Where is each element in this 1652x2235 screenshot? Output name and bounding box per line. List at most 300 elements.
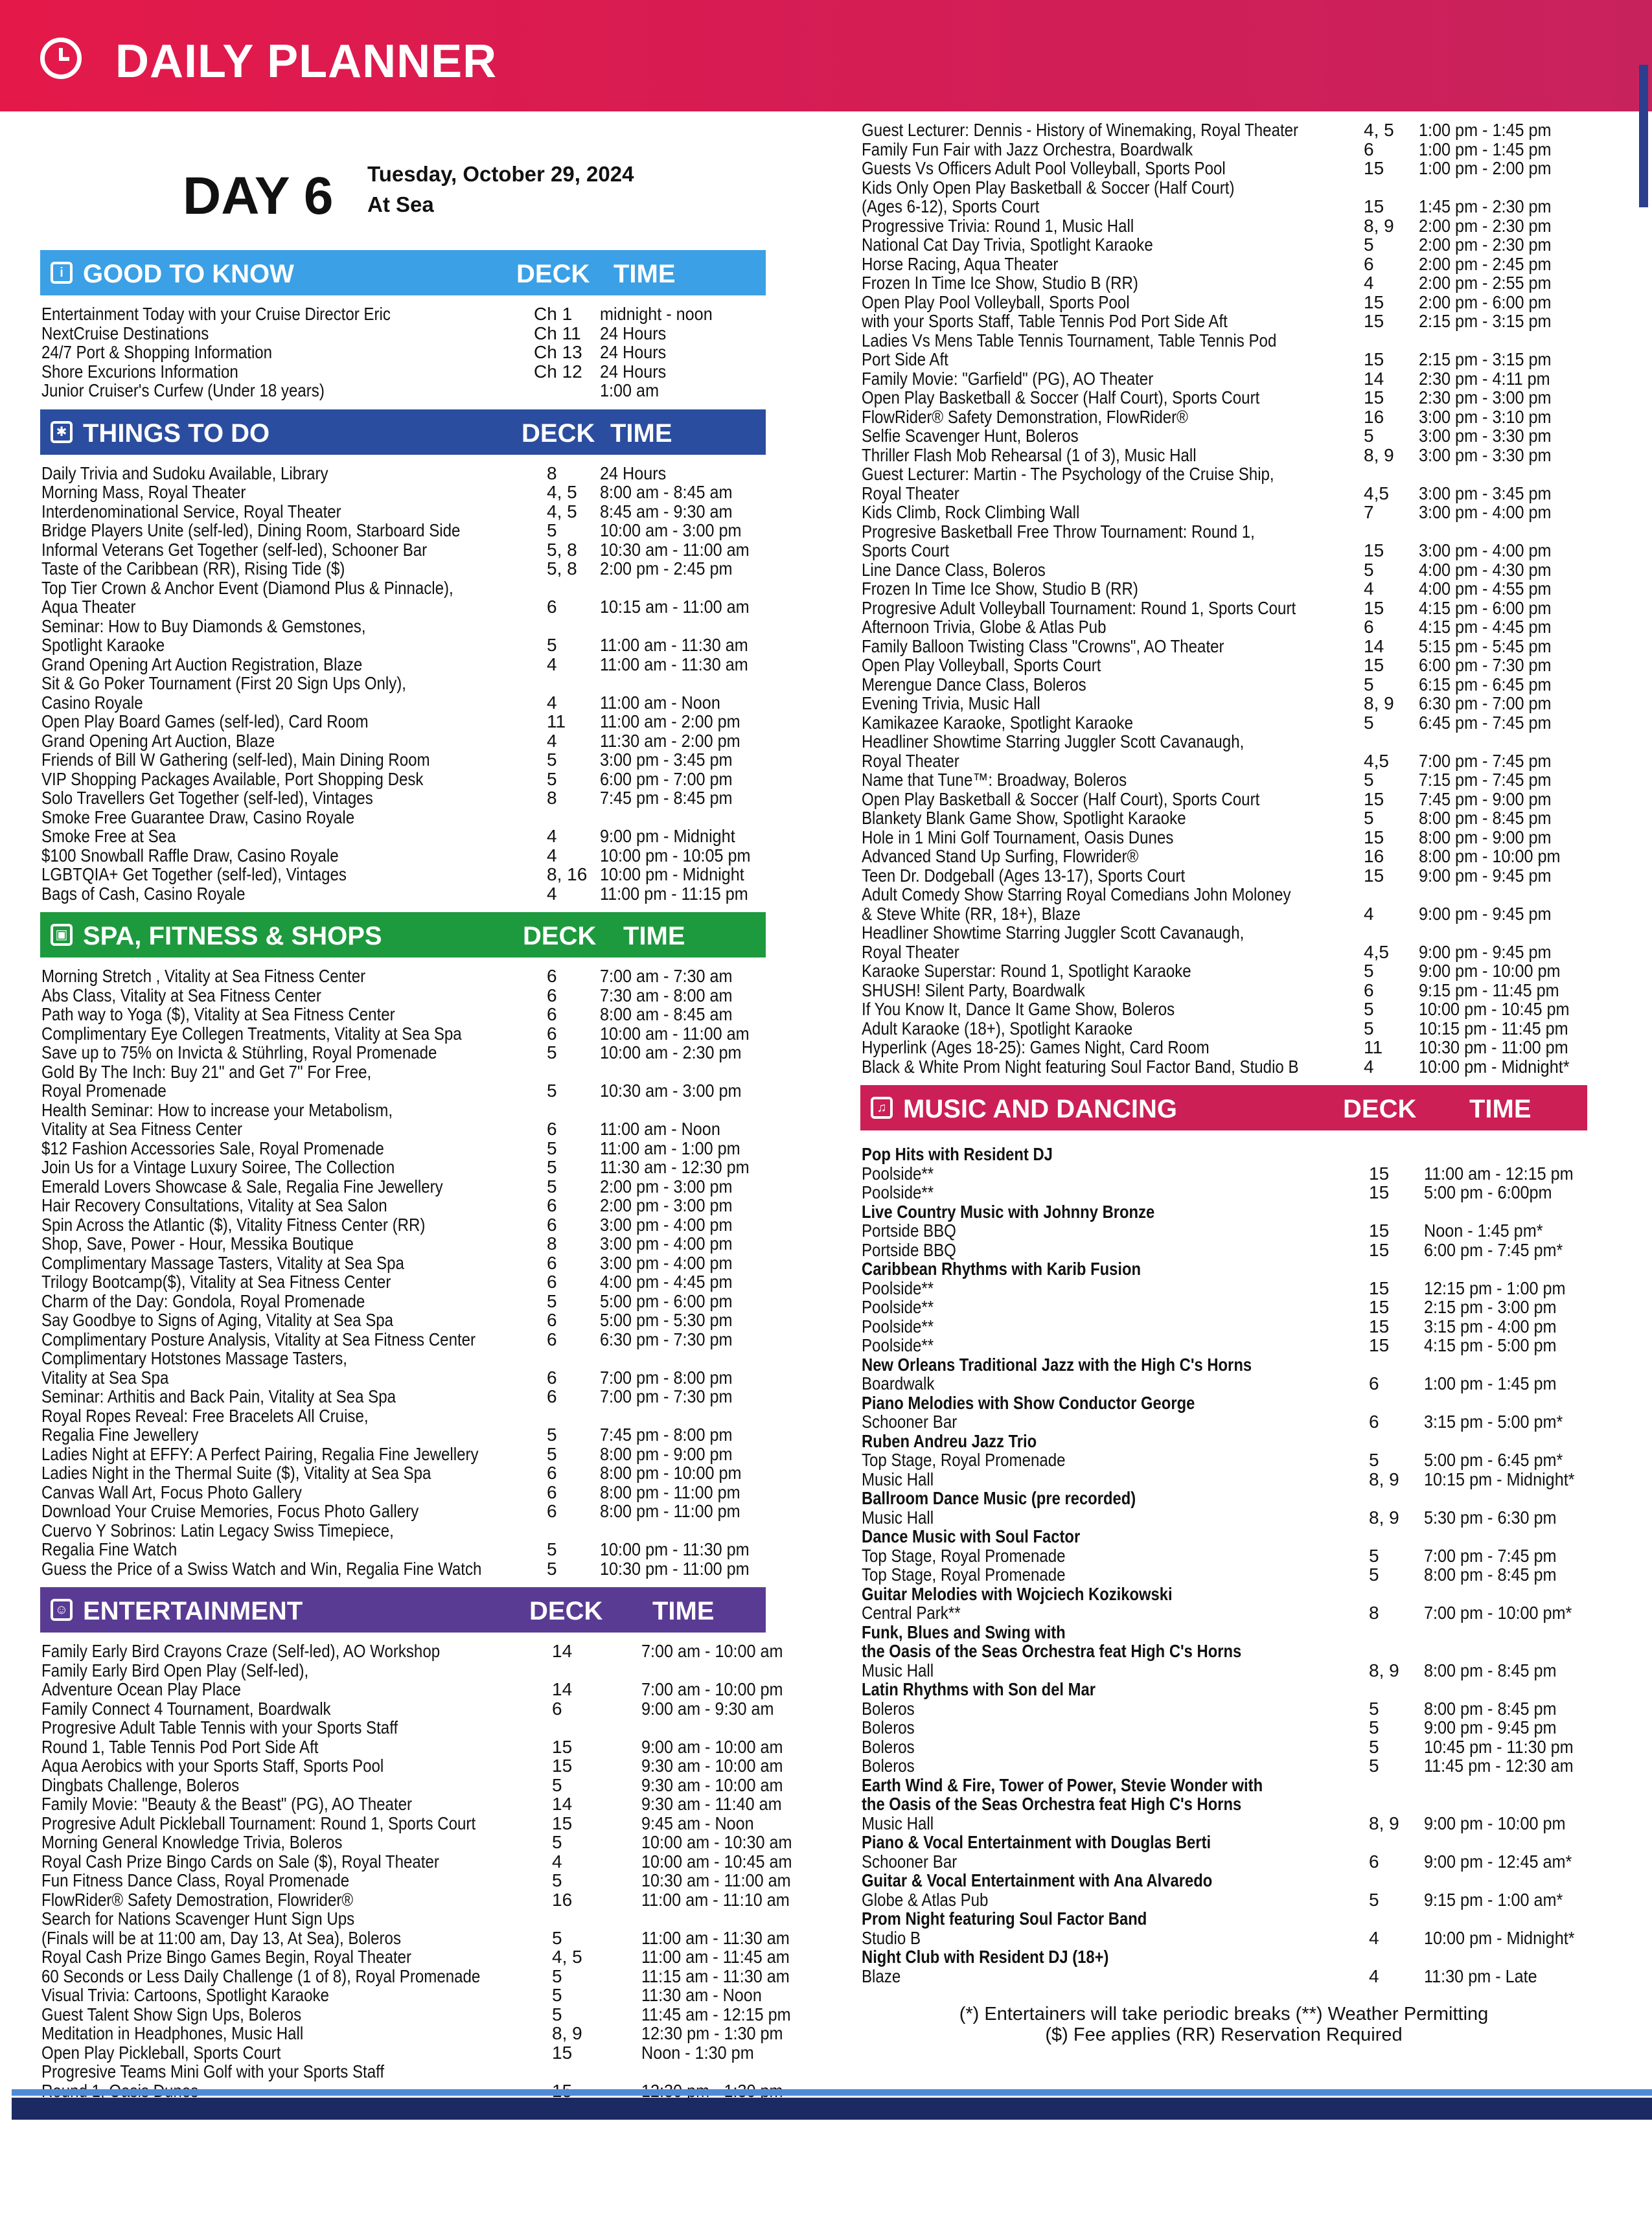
schedule-row [860, 1967, 1587, 1986]
right-column [860, 120, 1587, 1986]
schedule-row [860, 140, 1587, 159]
time-value: 5:30 pm - 6:30 pm [1424, 1507, 1557, 1528]
deck-value: 15 [1364, 655, 1384, 675]
activity-label: Karaoke Superstar: Round 1, Spotlight Karaoke [862, 961, 1191, 981]
schedule-row [860, 617, 1587, 637]
schedule-row [40, 1718, 766, 1737]
deck-value: 6 [547, 1329, 557, 1349]
deck-value: 8, 9 [1369, 1813, 1399, 1833]
time-value: 7:00 pm - 7:30 pm [600, 1386, 733, 1406]
schedule-row [40, 1559, 766, 1579]
schedule-row [40, 1966, 790, 1986]
time-value: 2:00 pm - 2:45 pm [600, 558, 733, 579]
time-value: 10:00 pm - 10:45 pm [1419, 999, 1570, 1019]
activity-label: Royal Cash Prize Bingo Games Begin, Royal Theater [41, 1947, 412, 1967]
activity-label: Afternoon Trivia, Globe & Atlas Pub [862, 617, 1107, 637]
deck-value: 15 [1364, 387, 1384, 407]
activity-label: Earth Wind & Fire, Tower of Power, Stevie Wonder with [862, 1774, 1263, 1795]
schedule-row [40, 1851, 792, 1872]
deck-value: 8, 9 [1364, 444, 1394, 465]
time-value: 5:00 pm - 6:00 pm [600, 1290, 733, 1311]
time-value: 6:30 pm - 7:30 pm [600, 1329, 733, 1349]
deck-value: 15 [1369, 1316, 1390, 1336]
schedule-row [860, 790, 1587, 809]
time-value: 11:00 am - Noon [600, 692, 720, 713]
deck-value: 15 [552, 1756, 573, 1776]
footnote [860, 2004, 1587, 2045]
deck-value: 8, 16 [547, 864, 588, 884]
schedule-row [40, 1254, 766, 1273]
deck-value: 5 [1369, 1717, 1379, 1737]
activity-label: Headliner Showtime Starring Juggler Scott Cavanaugh, [862, 731, 1245, 751]
time-value: 10:30 pm - 11:00 pm [1419, 1037, 1568, 1057]
schedule-row [40, 1909, 766, 1929]
schedule-row [40, 1387, 766, 1406]
activity-label: Poolside** [862, 1278, 934, 1298]
schedule-row [40, 1736, 783, 1757]
schedule-row [40, 1502, 766, 1521]
activity-label: $100 Snowball Raffle Draw, Casino Royale [41, 845, 339, 865]
deck-value: 6 [547, 1367, 557, 1388]
schedule-row [860, 751, 1587, 771]
entertainment-continued-list [860, 120, 1587, 1076]
deck-value: 8 [1369, 1603, 1379, 1623]
clock-icon [40, 38, 82, 79]
activity-label: Grand Opening Art Auction, Blaze [41, 730, 275, 751]
deck-value: 4 [552, 1851, 562, 1872]
time-value: 9:15 pm - 11:45 pm [1419, 980, 1559, 1000]
schedule-row [40, 808, 766, 827]
schedule-row [860, 369, 1587, 389]
deck-value: 6 [547, 1252, 557, 1273]
activity-label: Morning Stretch , Vitality at Sea Fitness Center [41, 966, 366, 986]
time-value: 11:00 am - Noon [600, 1119, 720, 1139]
deck-value: 5 [1364, 999, 1374, 1019]
time-value: 11:00 am - 11:45 am [641, 1947, 790, 1967]
time-value: 9:00 pm - 10:00 pm [1424, 1813, 1566, 1833]
time-value: 9:00 pm - 9:45 pm [1419, 941, 1552, 962]
section-header-things-to-do [40, 409, 766, 455]
activity-label: Top Stage, Royal Promenade [862, 1564, 1066, 1585]
time-value: 2:00 pm - 6:00 pm [1419, 292, 1552, 312]
activity-label: Aqua Theater [41, 597, 136, 617]
schedule-row [860, 1756, 1587, 1776]
deck-value: 5 [1364, 559, 1374, 580]
deck-header: DECK [522, 418, 595, 448]
activity-label: Funk, Blues and Swing with [862, 1622, 1066, 1642]
time-value: 9:45 am - Noon [641, 1813, 754, 1833]
schedule-row [860, 579, 1587, 599]
deck-value: 16 [1364, 846, 1384, 866]
activity-label: Pop Hits with Resident DJ [862, 1144, 1053, 1164]
activity-label: Shore Excurions Information [41, 361, 238, 382]
activity-label: Smoke Free at Sea [41, 826, 176, 846]
schedule-row [40, 1483, 766, 1502]
schedule-row [860, 656, 1587, 675]
activity-label: Ladies Night in the Thermal Suite ($), Vitality at Sea Spa [41, 1463, 431, 1483]
schedule-row [40, 770, 766, 789]
activity-label: Complimentary Hotstones Massage Tasters, [41, 1348, 347, 1368]
deck-value: 5 [552, 1985, 562, 2005]
bottom-bar [12, 2098, 1652, 2120]
schedule-row [860, 312, 1587, 331]
deck-value: 6 [552, 1698, 562, 1719]
deck-value: 8 [547, 1233, 557, 1254]
time-value: midnight - noon [600, 304, 713, 324]
deck-value: 5 [547, 1539, 557, 1559]
activity-label: & Steve White (RR, 18+), Blaze [862, 903, 1081, 924]
activity-label: Open Play Volleyball, Sports Court [862, 655, 1101, 675]
things-to-do-list [40, 464, 766, 904]
deck-value: 15 [1364, 788, 1384, 809]
time-value: 4:15 pm - 6:00 pm [1419, 597, 1552, 618]
schedule-row [860, 981, 1587, 1000]
schedule-row [40, 2062, 766, 2081]
schedule-row [860, 293, 1587, 312]
schedule-row [40, 1158, 766, 1177]
activity-label: Morning Mass, Royal Theater [41, 482, 246, 502]
schedule-row [860, 273, 1587, 293]
activity-label: Emerald Lovers Showcase & Sale, Regalia Fine Jewellery [41, 1176, 443, 1197]
schedule-row [860, 522, 1587, 542]
activity-label: Sit & Go Poker Tournament (First 20 Sign Ups Only), [41, 673, 406, 693]
activity-label: Dance Music with Soul Factor [862, 1526, 1081, 1546]
section-header-music-dancing [860, 1085, 1587, 1130]
activity-label: Progressive Trivia: Round 1, Music Hall [862, 215, 1134, 236]
deck-value: 4,5 [1364, 941, 1389, 962]
time-value: 10:30 am - 11:00 am [600, 539, 750, 560]
schedule-row [40, 967, 766, 986]
deck-header: DECK [523, 922, 597, 950]
time-value: 24 Hours [600, 342, 667, 362]
activity-label: Fun Fitness Dance Class, Royal Promenade [41, 1870, 350, 1890]
deck-value: 5 [1369, 1545, 1379, 1566]
activity-label: Merengue Dance Class, Boleros [862, 674, 1086, 694]
section-header-good-to-know [40, 250, 766, 295]
deck-value: 5 [547, 1157, 557, 1177]
schedule-row [40, 597, 766, 617]
activity-label: Guess the Price of a Swiss Watch and Win, Regalia Fine Watch [41, 1558, 482, 1579]
schedule-row [860, 1317, 1587, 1336]
activity-label: SHUSH! Silent Party, Boardwalk [862, 980, 1085, 1000]
schedule-row [40, 343, 766, 362]
time-value: 2:30 pm - 4:11 pm [1419, 368, 1550, 389]
deck-value: 5 [1369, 1756, 1379, 1776]
time-value: 1:00 am [600, 380, 660, 400]
schedule-row [40, 788, 766, 808]
activity-label: Bridge Players Unite (self-led), Dining Room, Starboard Side [41, 520, 461, 540]
activity-label: Hole in 1 Mini Golf Tournament, Oasis Dunes [862, 827, 1174, 847]
info-icon: i [51, 262, 73, 284]
activity-label: Night Club with Resident DJ (18+) [862, 1947, 1109, 1967]
schedule-row [860, 1279, 1587, 1298]
schedule-row [40, 1540, 766, 1559]
activity-label: Morning General Knowledge Trivia, Boleros [41, 1832, 343, 1852]
schedule-row [40, 1947, 790, 1967]
activity-label: Guest Lecturer: Martin - The Psychology of the Cruise Ship, [862, 464, 1274, 484]
group-heading [860, 1585, 1587, 1604]
activity-label: Globe & Atlas Pub [862, 1889, 989, 1910]
schedule-row [860, 1412, 1587, 1432]
schedule-row [40, 1177, 766, 1197]
deck-value: 5 [547, 768, 557, 789]
section-title: ENTERTAINMENT [83, 1597, 303, 1625]
time-value: 2:00 pm - 3:00 pm [600, 1195, 733, 1215]
activity-label: Family Connect 4 Tournament, Boardwalk [41, 1698, 331, 1719]
schedule-row [860, 1221, 1587, 1241]
activity-label: Seminar: Arthitis and Back Pain, Vitality at Sea Spa [41, 1386, 396, 1406]
deck-value: 6 [547, 985, 557, 1005]
schedule-row [860, 885, 1587, 904]
time-value: 11:00 am - 11:30 am [641, 1927, 790, 1948]
schedule-row [860, 388, 1587, 407]
time-value: 10:00 pm - Midnight [600, 864, 744, 884]
schedule-row [40, 1024, 766, 1044]
activity-label: Adult Karaoke (18+), Spotlight Karaoke [862, 1018, 1133, 1038]
deck-value: 8, 9 [1364, 693, 1394, 713]
schedule-row [40, 1196, 766, 1215]
time-value: 9:00 am - 10:00 am [641, 1736, 783, 1757]
deck-value: 6 [547, 1119, 557, 1139]
good-to-know-list [40, 304, 766, 400]
deck-value: 5 [1369, 1698, 1379, 1719]
time-value: 4:00 pm - 4:30 pm [1419, 559, 1552, 580]
schedule-row [40, 986, 766, 1005]
activity-label: Poolside** [862, 1335, 934, 1355]
group-heading [860, 1776, 1587, 1795]
schedule-row [860, 1241, 1587, 1260]
schedule-row [40, 1330, 766, 1349]
deck-value: 5 [547, 1558, 557, 1579]
group-heading [860, 1355, 1587, 1375]
header-bar [0, 0, 1652, 111]
deck-value: 5 [552, 1832, 562, 1852]
activity-label: Line Dance Class, Boleros [862, 559, 1046, 580]
music-dancing-list [860, 1145, 1587, 1986]
activity-label: Evening Trivia, Music Hall [862, 693, 1040, 713]
time-value: 6:15 pm - 6:45 pm [1419, 674, 1552, 694]
activity-label: Central Park** [862, 1603, 961, 1623]
activity-label: Vitality at Sea Fitness Center [41, 1119, 243, 1139]
activity-label: Portside BBQ [862, 1239, 956, 1260]
activity-label: (Ages 6-12), Sports Court [862, 196, 1040, 216]
activity-label: Adult Comedy Show Starring Royal Comedians John Moloney [862, 884, 1291, 904]
schedule-row [40, 884, 766, 904]
time-value: 3:00 pm - 3:10 pm [1419, 406, 1552, 427]
group-heading [860, 1833, 1587, 1852]
activity-label: Live Country Music with Johnny Bronze [862, 1201, 1155, 1222]
time-value: 10:15 pm - 11:45 pm [1419, 1018, 1568, 1038]
activity-label: Boleros [862, 1717, 915, 1737]
activity-label: Save up to 75% on Invicta & Stührling, Royal Promenade [41, 1042, 437, 1062]
activity-label: Open Play Basketball & Soccer (Half Court), Sports Court [862, 387, 1260, 407]
deck-value: 4 [1364, 579, 1374, 599]
activity-label: Family Movie: "Garfield" (PG), AO Theater [862, 368, 1154, 389]
deck-value: 15 [1364, 311, 1384, 331]
schedule-row [40, 674, 766, 693]
deck-value: 6 [547, 1310, 557, 1330]
schedule-row [40, 1349, 766, 1368]
activity-label: Horse Racing, Aqua Theater [862, 253, 1059, 274]
deck-value: 5 [547, 1138, 557, 1158]
time-value: 10:00 pm - 10:05 pm [600, 845, 751, 865]
time-value: 7:00 am - 7:30 am [600, 966, 733, 986]
schedule-row [40, 617, 766, 636]
time-value: 24 Hours [600, 361, 667, 382]
deck-value: 15 [1369, 1182, 1390, 1202]
time-value: 3:00 pm - 3:30 pm [1419, 426, 1552, 446]
schedule-row [40, 1081, 766, 1101]
schedule-row [40, 731, 766, 751]
activity-label: Spin Across the Atlantic ($), Vitality Fitness Center (RR) [41, 1214, 426, 1235]
time-value: 8:00 am - 8:45 am [600, 1004, 733, 1024]
deck-value: 6 [547, 1386, 557, 1406]
deck-value: 4 [547, 692, 557, 713]
section-title: SPA, FITNESS & SHOPS [83, 922, 382, 950]
schedule-row [40, 1272, 766, 1292]
activity-label: Junior Cruiser's Curfew (Under 18 years) [41, 380, 325, 400]
activity-label: Visual Trivia: Cartoons, Spotlight Karaoke [41, 1985, 329, 2005]
time-value: 2:00 pm - 2:30 pm [1419, 215, 1552, 236]
deck-value: 15 [1369, 1335, 1390, 1355]
activity-label: Piano Melodies with Show Conductor George [862, 1392, 1195, 1413]
schedule-row [860, 178, 1587, 198]
schedule-row [40, 865, 766, 884]
schedule-row [40, 483, 766, 502]
deck-value: 8, 9 [552, 2023, 582, 2043]
activity-label: Family Early Bird Open Play (Self-led), [41, 1660, 309, 1680]
activity-label: Hyperlink (Ages 18-25): Games Night, Card Room [862, 1037, 1210, 1057]
schedule-row [860, 1890, 1587, 1910]
activity-label: Ladies Night at EFFY: A Perfect Pairing, Regalia Fine Jewellery [41, 1443, 479, 1464]
activity-label: Kamikazee Karaoke, Spotlight Karaoke [862, 712, 1133, 733]
schedule-row [40, 1062, 766, 1082]
activity-label: Royal Cash Prize Bingo Cards on Sale ($), Royal Theater [41, 1851, 439, 1872]
activity-label: Teen Dr. Dodgeball (Ages 13-17), Sports Court [862, 865, 1186, 886]
activity-label: Royal Theater [862, 483, 959, 503]
deck-value: 15 [552, 1736, 573, 1757]
time-value: 11:15 am - 11:30 am [641, 1966, 790, 1986]
schedule-row [860, 1546, 1587, 1566]
schedule-row [40, 1889, 790, 1910]
left-column [40, 250, 792, 2120]
deck-value: 6 [547, 1023, 557, 1044]
activity-label: Say Goodbye to Signs of Aging, Vitality at Sea Spa [41, 1310, 394, 1330]
activity-label: Meditation in Headphones, Music Hall [41, 2023, 304, 2043]
deck-value: 4 [1369, 1966, 1379, 1986]
deck-value: 4,5 [1364, 483, 1389, 503]
schedule-row [860, 1183, 1587, 1202]
page-title: DAILY PLANNER [115, 36, 498, 87]
schedule-row [860, 1699, 1587, 1719]
schedule-row [860, 1000, 1587, 1019]
schedule-row [860, 1661, 1587, 1680]
schedule-row [860, 1164, 1587, 1184]
activity-label: Open Play Basketball & Soccer (Half Court), Sports Court [862, 788, 1260, 809]
activity-label: VIP Shopping Packages Available, Port Shopping Desk [41, 768, 424, 789]
schedule-row [860, 1374, 1587, 1393]
schedule-row [40, 827, 766, 846]
day-location: At Sea [367, 192, 434, 216]
time-value: 8:00 pm - 9:00 pm [1419, 827, 1552, 847]
time-value: 11:45 pm - 12:30 am [1424, 1756, 1574, 1776]
activity-label: Ballroom Dance Music (pre recorded) [862, 1488, 1136, 1508]
deck-value: 5 [547, 1042, 557, 1062]
activity-label: Schooner Bar [862, 1412, 958, 1432]
time-value: 7:30 am - 8:00 am [600, 985, 733, 1005]
section-title: THINGS TO DO [83, 418, 270, 448]
deck-value: 6 [547, 1463, 557, 1483]
schedule-row [860, 1450, 1587, 1470]
deck-value: 6 [547, 1195, 557, 1215]
activity-label: Schooner Bar [862, 1851, 958, 1872]
activity-label: Aqua Aerobics with your Sports Staff, Sports Pool [41, 1756, 384, 1776]
deck-value: 7 [1364, 502, 1374, 522]
schedule-row [40, 846, 766, 865]
deck-value: 6 [1369, 1851, 1379, 1872]
deck-value: 15 [1364, 158, 1384, 178]
time-value: 11:00 am - 11:30 am [600, 654, 748, 674]
schedule-row [860, 560, 1587, 580]
time-value: 24 Hours [600, 323, 667, 343]
schedule-row [40, 381, 766, 400]
activity-label: Kids Only Open Play Basketball & Soccer (Half Court) [862, 177, 1235, 198]
deck-value: 15 [1369, 1239, 1390, 1260]
schedule-row [40, 1005, 766, 1024]
schedule-row [40, 1101, 766, 1120]
schedule-row [860, 770, 1587, 790]
activity-label: Dingbats Challenge, Boleros [41, 1774, 240, 1795]
time-value: 8:00 pm - 8:45 pm [1424, 1698, 1557, 1719]
schedule-row [40, 1292, 766, 1311]
deck-value: 5 [547, 1081, 557, 1101]
deck-value: 5 [1369, 1450, 1379, 1470]
activity-label: Progresive Adult Pickleball Tournament: Round 1, Sports Court [41, 1813, 476, 1833]
time-value: 1:00 pm - 1:45 pm [1419, 120, 1552, 140]
schedule-row [40, 1698, 774, 1719]
activity-label: Caribbean Rhythms with Karib Fusion [862, 1259, 1141, 1279]
deck-value: 5 [1364, 674, 1374, 694]
group-heading [860, 1259, 1587, 1279]
schedule-row [40, 540, 766, 560]
activity-label: Royal Theater [862, 941, 959, 962]
activity-label: Royal Theater [862, 750, 959, 771]
schedule-row [860, 808, 1587, 828]
footnote-line: (*) Entertainers will take periodic breaks (**) Weather Permitting [959, 2004, 1489, 2024]
group-heading [860, 1794, 1587, 1814]
schedule-row [860, 1336, 1587, 1355]
time-value: 11:00 pm - 11:15 pm [600, 883, 748, 904]
deck-value: 6 [1364, 980, 1374, 1000]
time-value: 10:30 am - 3:00 pm [600, 1081, 742, 1101]
activity-label: LGBTQIA+ Get Together (self-led), Vintages [41, 864, 347, 884]
deck-value: 5, 8 [547, 539, 577, 560]
deck-value: 15 [1369, 1297, 1390, 1317]
activity-label: Informal Veterans Get Together (self-led), Schooner Bar [41, 539, 428, 560]
time-value: 11:00 am - 2:00 pm [600, 711, 740, 731]
deck-value: 6 [1369, 1412, 1379, 1432]
time-value: 10:00 am - 10:45 am [641, 1851, 792, 1872]
activity-label: Kids Climb, Rock Climbing Wall [862, 502, 1080, 522]
activity-label: Top Stage, Royal Promenade [862, 1545, 1066, 1566]
activity-label: Top Stage, Royal Promenade [862, 1450, 1066, 1470]
activity-label: If You Know It, Dance It Game Show, Boleros [862, 999, 1175, 1019]
deck-value: 6 [547, 1214, 557, 1235]
deck-value: 15 [1369, 1163, 1390, 1184]
activity-label: Casino Royale [41, 692, 143, 713]
activity-label: Complimentary Posture Analysis, Vitality at Sea Fitness Center [41, 1329, 476, 1349]
section-header-spa-fitness [40, 912, 766, 957]
